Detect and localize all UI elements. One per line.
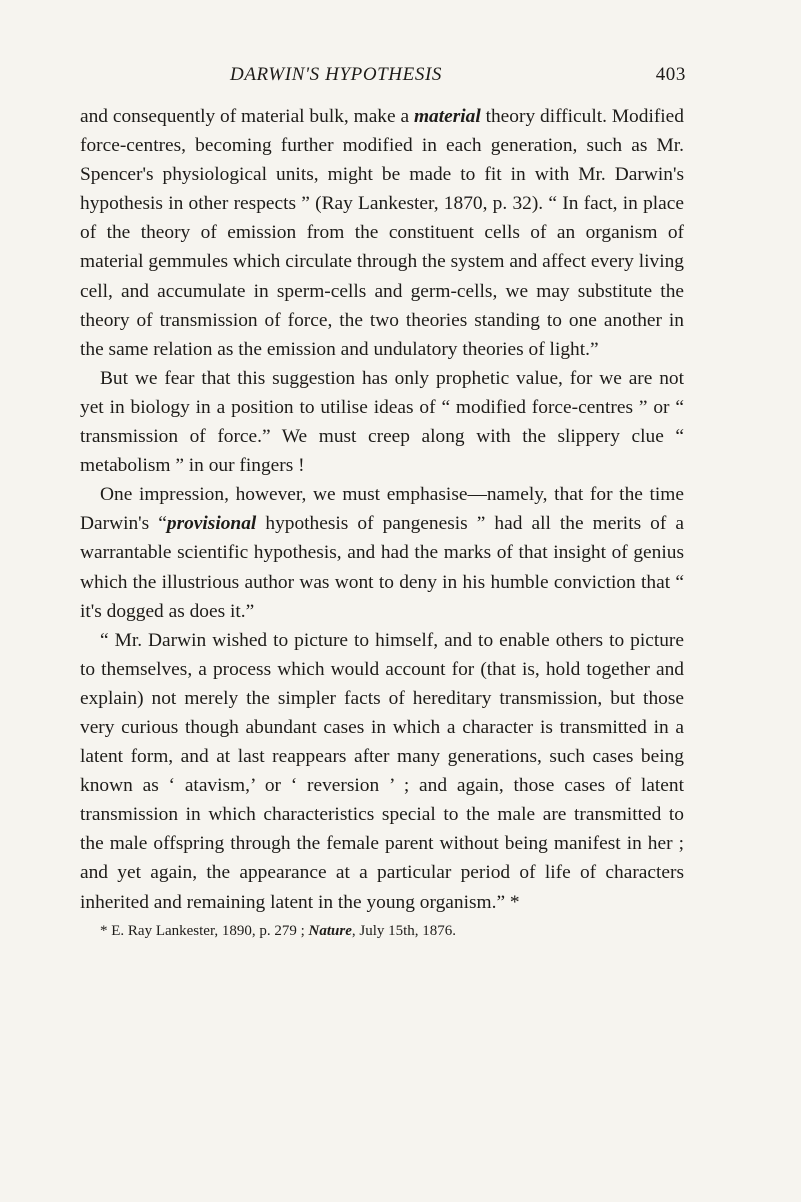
paragraph	[80, 102, 684, 364]
italic-text-segment: material	[413, 106, 481, 127]
text-segment: hypothesis of pangenesis ” had all the merits of a warrantable scientific hypothesis, and had the marks of that insight of genius which the illustrious author was wont to deny in his humble conviction that “ it's dogged as does it.”	[80, 513, 685, 622]
paragraph	[80, 364, 684, 480]
text-segment: “ Mr. Darwin wished to picture to himself, and to enable others to picture to themselves, a process which would account for (that is, hold together and explain) not merely the simpler facts of hereditary transmission, but those very curious though abundant cases in which a character is transmitted in a latent form, and at last reappears after many generations, such cases being known as ‘ atavism,’ or ‘ reversion ’ ; and again, those cases of latent transmission in which characteristics special to the male are transmitted to the male offspring through the female parent without being manifest in her ; and yet again, the appearance at a particular period of life of characters inherited and remaining latent in the young organism.” *	[80, 629, 684, 913]
footnote	[80, 921, 684, 941]
book-page	[80, 62, 684, 941]
paragraph	[80, 480, 684, 625]
paragraph	[80, 626, 684, 917]
footnote-italic-text: Nature	[308, 922, 352, 939]
text-segment: theory difficult. Modified force-centres, becoming further modified in each generation, such as Mr. Spencer's physiological units, might be made to fit in with Mr. Darwin's hypothesis in other respects ” (Ray Lankester, 1870, p. 32). “ In fact, in place of the theory of emission from the constituent cells of an organism of material gemmules which circulate through the system and affect every living cell, and accumulate in sperm-cells and germ-cells, we may substitute the theory of transmission of force, the two theories standing to one another in the same relation as the emission and undulatory theories of light.”	[80, 106, 684, 360]
italic-text-segment: provisional	[166, 513, 257, 535]
text-segment: One impression, however, we must emphasise—namely, that for the time Darwin's “	[80, 484, 684, 535]
footnote-text: , July 15th, 1876.	[351, 922, 457, 939]
footnote-text: * E. Ray Lankester, 1890, p. 279 ;	[100, 922, 309, 939]
text-segment: and consequently of material bulk, make a	[80, 106, 414, 127]
body-text	[80, 102, 684, 917]
text-segment: But we fear that this suggestion has only prophetic value, for we are not yet in biology in a position to utilise ideas of “ modified force-centres ” or “ transmission of force.” We must creep along with the slippery clue “ metabolism ” in our fingers !	[80, 367, 684, 477]
running-head	[80, 62, 684, 102]
running-head-title: DARWIN'S HYPOTHESIS	[230, 64, 442, 85]
page-number: 403	[655, 64, 686, 85]
